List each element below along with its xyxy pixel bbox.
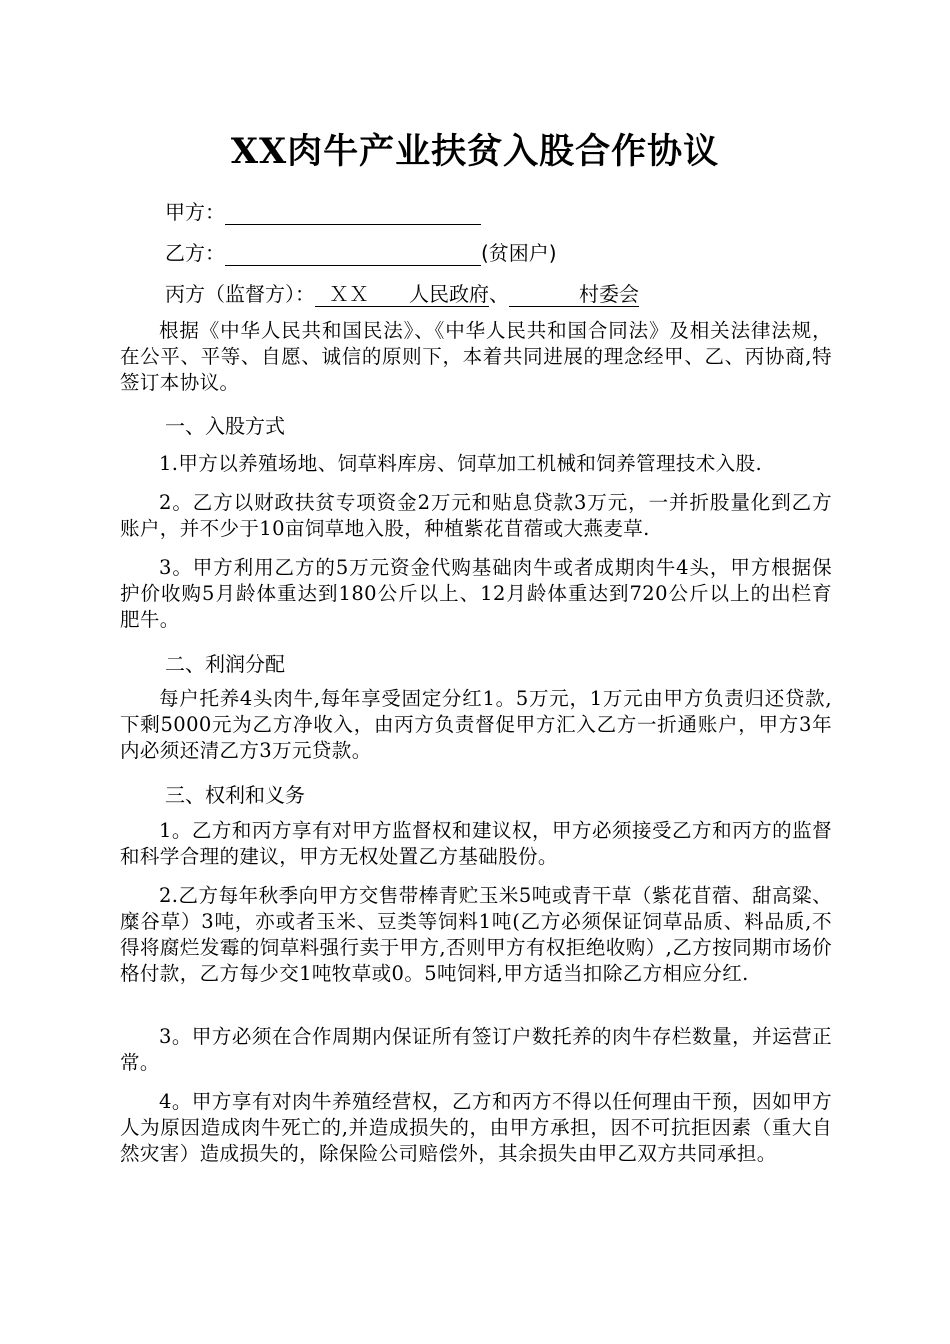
section-1-para-1	[120, 451, 832, 477]
party-c-line	[165, 278, 639, 307]
paragraph: 每户托养4头肉牛,每年享受固定分红1。5万元，1万元由甲方负责归还贷款,下剩5000元为乙方净收入，由丙方负责督促甲方汇入乙方一折通账户，甲方3年内必须还清乙方3万元贷款。	[120, 687, 832, 762]
section-2-para-1	[120, 686, 832, 764]
intro-paragraph	[120, 318, 832, 396]
party-c-label: 丙方（监督方）：	[165, 282, 315, 306]
section-3-para-4	[120, 1089, 832, 1167]
intro-text: 根据《中华人民共和国民法》、《中华人民共和国合同法》及相关法律法规，在公平、平等、自愿、诚信的原则下，本着共同进展的理念经甲、乙、丙协商,特签订本协议。	[120, 319, 832, 394]
section-1-para-2	[120, 490, 832, 542]
paragraph: 3。甲方利用乙方的5万元资金代购基础肉牛或者成期肉牛4头，甲方根据保护价收购5月龄体重达到180公斤以上、12月龄体重达到720公斤以上的出栏育肥牛。	[120, 556, 832, 631]
party-a-line	[165, 196, 481, 225]
paragraph: 1。乙方和丙方享有对甲方监督权和建议权，甲方必须接受乙方和丙方的监督和科学合理的建议，甲方无权处置乙方基础股份。	[120, 819, 832, 868]
document-title: XX肉牛产业扶贫入股合作协议	[230, 131, 720, 172]
party-a-label: 甲方：	[165, 200, 225, 224]
section-3-para-2	[120, 883, 832, 987]
party-b-line	[165, 237, 557, 266]
paragraph: 2.乙方每年秋季向甲方交售带棒青贮玉米5吨或青干草（紫花苜蓿、甜高粱、糜谷草）3吨，亦或者玉米、豆类等饲料1吨(乙方必须保证饲草品质、料品质,不得将腐烂发霉的饲草料强行卖于甲方,否则甲方有权拒绝收购）,乙方按同期市场价格付款，乙方每少交1吨牧草或0。5吨饲料,甲方适当扣除乙方相应分红.	[120, 884, 832, 985]
party-b-blank	[225, 243, 481, 266]
section-3-para-1	[120, 818, 832, 870]
paragraph: 1.甲方以养殖场地、饲草料库房、饲草加工机械和饲养管理技术入股.	[159, 452, 763, 475]
party-c-village: 村委会	[579, 282, 639, 306]
section-3-para-3	[120, 1024, 832, 1076]
party-b-label: 乙方：	[165, 241, 225, 265]
paragraph: 2。乙方以财政扶贫专项资金2万元和贴息贷款3万元，一并折股量化到乙方账户，并不少于10亩饲草地入股，种植紫花苜蓿或大燕麦草.	[120, 491, 832, 540]
section-heading-1: 一、入股方式	[165, 414, 285, 438]
paragraph: 4。甲方享有对肉牛养殖经营权，乙方和丙方不得以任何理由干预，因如甲方人为原因造成肉牛死亡的,并造成损失的，由甲方承担，因不可抗拒因素（重大自然灾害）造成损失的，除保险公司赔偿外，其余损失由甲乙双方共同承担。	[120, 1090, 832, 1165]
party-a-blank	[225, 202, 481, 225]
paragraph: 3。甲方必须在合作周期内保证所有签订户数托养的肉牛存栏数量，并运营正常。	[120, 1025, 832, 1074]
party-c-separator: 、	[489, 282, 509, 306]
party-c-government: ＸＸ 人民政府	[315, 282, 489, 307]
party-b-note: (贫困户)	[481, 241, 557, 265]
party-c-village-blank	[509, 284, 579, 307]
section-1-para-3	[120, 555, 832, 633]
section-heading-2: 二、利润分配	[165, 652, 285, 676]
section-heading-3: 三、权利和义务	[165, 783, 305, 807]
